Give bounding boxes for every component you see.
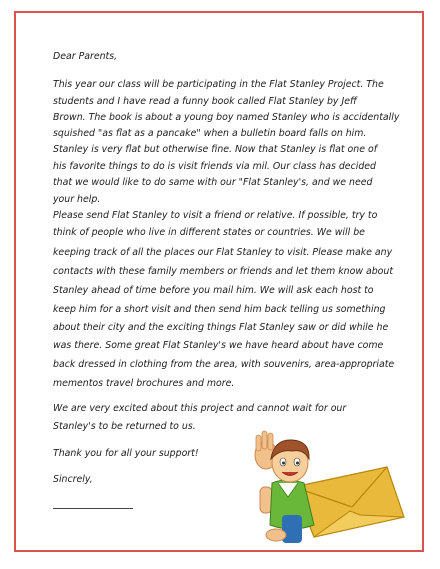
paragraph-2-line-3: keeping track of all the places our Flat Stanley to visit. Please make any xyxy=(53,247,393,258)
paragraph-3-line-1: We are very excited about this project and cannot wait for our xyxy=(53,403,347,414)
paragraph-2-line-9: back dressed in clothing from the area, with souvenirs, area-appropriate xyxy=(53,359,395,370)
salutation: Dear Parents, xyxy=(53,51,118,62)
thanks-line: Thank you for all your support! xyxy=(53,448,199,459)
paragraph-2-line-5: Stanley ahead of time before you mail him. We will ask each host to xyxy=(53,285,374,296)
paragraph-1-line-1: This year our class will be participating in the Flat Stanley Project. The xyxy=(53,79,384,90)
paragraph-2-line-1: Please send Flat Stanley to visit a friend or relative. If possible, try to xyxy=(53,210,378,221)
paragraph-1-line-4: squished "as flat as a pancake" when a bulletin board falls on him. xyxy=(53,128,367,139)
flat-stanley-illustration xyxy=(232,425,407,550)
paragraph-1-line-7: that we would like to do same with our "Flat Stanley's, and we need xyxy=(53,177,373,188)
paragraph-2-line-8: was there. Some great Flat Stanley's we have heard about have come xyxy=(53,340,384,351)
paragraph-3-line-2: Stanley's to be returned to us. xyxy=(53,421,196,432)
paragraph-1-line-6: his favorite things to do is visit friends via mil. Our class has decided xyxy=(53,161,376,172)
paragraph-2-line-10: mementos travel brochures and more. xyxy=(53,378,235,389)
paragraph-1-line-8: your help. xyxy=(53,194,101,205)
closing: Sincrely, xyxy=(53,474,93,485)
signature-line xyxy=(53,508,133,509)
paragraph-2-line-6: keep him for a short visit and then send him back telling us something xyxy=(53,304,386,315)
paragraph-2-line-2: think of people who live in different states or countries. We will be xyxy=(53,227,365,238)
paragraph-1-line-2: students and I have read a funny book called Flat Stanley by Jeff xyxy=(53,96,357,107)
paragraph-1-line-3: Brown. The book is about a young boy named Stanley who is accidentally xyxy=(53,112,400,123)
paragraph-1-line-5: Stanley is very flat but otherwise fine. Now that Stanley is flat one of xyxy=(53,144,378,155)
paragraph-2-line-7: about their city and the exciting things Flat Stanley saw or did while he xyxy=(53,322,389,333)
boy-head xyxy=(271,440,309,482)
paragraph-2-line-4: contacts with these family members or friends and let them know about xyxy=(53,266,394,277)
